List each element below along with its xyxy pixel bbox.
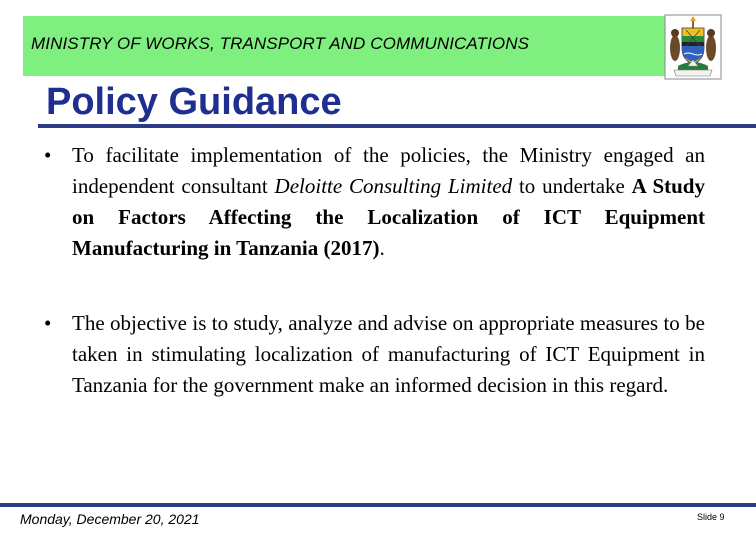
bullet-text: The objective is to study, analyze and advise on appropriate measures to be taken in stimulating localization of manufacturing of ICT Equipment in Tanzania for the government make an informed decision in this regard. <box>72 311 705 397</box>
title-divider <box>38 124 756 128</box>
bullet-marker: • <box>44 311 52 335</box>
consultant-name: Deloitte Consulting Limited <box>274 174 513 198</box>
slide-number: Slide 9 <box>697 512 725 522</box>
bullet-text: to undertake <box>512 174 632 198</box>
coat-of-arms-icon <box>664 14 722 80</box>
bullet-item <box>44 140 705 264</box>
footer-date: Monday, December 20, 2021 <box>20 511 200 527</box>
study-title: A Study on Factors Affecting the Localization of ICT Equipment Manufacturing in Tanzania (2017) <box>72 174 705 260</box>
bullet-text: To facilitate implementation of the policies, the Ministry engaged an independent consultant <box>72 143 705 198</box>
page-title: Policy Guidance <box>46 81 342 123</box>
bullet-list <box>44 140 705 401</box>
footer-divider <box>0 503 756 507</box>
ministry-name: MINISTRY OF WORKS, TRANSPORT AND COMMUNICATIONS <box>31 34 530 53</box>
bullet-text: . <box>379 236 385 260</box>
bullet-item <box>44 308 705 401</box>
bullet-marker: • <box>44 143 52 167</box>
